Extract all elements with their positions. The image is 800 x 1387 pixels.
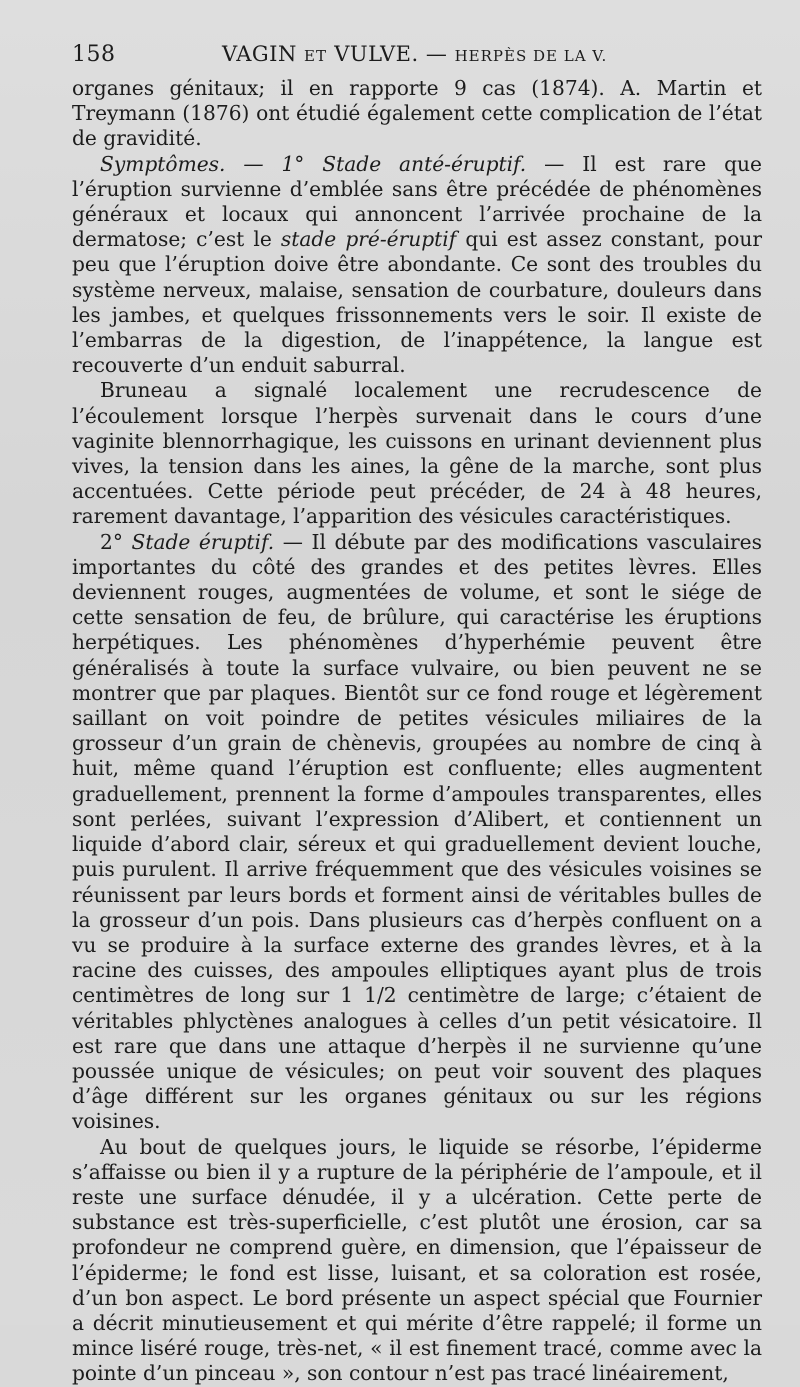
paragraph-text: — Il est rare que l’éruption survienne d’emblée sans être précédée de phénomènes généraux et locaux qui annoncent l’arrivée prochaine de la dermatose; c’est le	[72, 151, 762, 252]
running-title	[222, 42, 607, 66]
paragraph-text: — Il débute par des modifications vasculaires importantes du côté des grandes et des petites lèvres. Elles deviennent rouges, augmentées de volume, et sont le siége de cette sensation de feu, de brûlure, qui caractérise les éruptions herpétiques. Les phénomènes d’hyperhémie peuvent être généralisés à toute la surface vulvaire, ou bien peuvent ne se montrer que par plaques. Bientôt sur ce fond rouge et légèrement saillant on voit poindre de petites vésicules miliaires de la grosseur d’un grain de chènevis, groupées au nombre de cinq à huit, même quand l’éruption est confluente; elles augmentent graduellement, prennent la forme d’ampoules transparentes, elles sont perlées, suivant l’expression d’Alibert, et contiennent un liquide d’abord clair, séreux et qui graduellement devient louche, puis purulent. Il arrive fréquemment que des vésicules voisines se réunissent par leurs bords et forment ainsi de véritables bulles de la grosseur d’un pois. Dans plusieurs cas d’herpès confluent on a vu se produire à la surface externe des grandes lèvres, et à la racine des cuisses, des ampoules elliptiques ayant plus de trois centimètres de long sur 1 1/2 centimètre de large; c’étaient de véritables phlyctènes analogues à celles d’un petit vésicatoire. Il est rare que dans une attaque d’herpès il ne survienne qu’une poussée unique de vésicules; on peut voir souvent des plaques d’âge différent sur les organes génitaux ou sur les régions voisines.	[72, 529, 762, 1134]
running-title-dash: —	[425, 42, 448, 66]
section-heading-stade-eruptif: Stade éruptif.	[131, 529, 275, 554]
running-title-main: VAGIN	[222, 42, 297, 66]
paragraph-stade-eruptif	[72, 530, 762, 1135]
paragraph-bruneau: Bruneau a signalé localement une recrudescence de l’écoulement lorsque l’herpès survenait dans le cours d’une vaginite blennorrhagique, les cuissons en urinant deviennent plus vives, la tension dans les aines, la gêne de la marche, sont plus accentuées. Cette période peut précéder, de 24 à 48 heures, rarement davantage, l’apparition des vésicules caractéristiques.	[72, 378, 762, 529]
paragraph-symptomes	[72, 152, 762, 379]
paragraph-text: qui est assez constant, pour peu que l’éruption doive être abondante. Ce sont des troubles du système nerveux, malaise, sensation de courbature, douleurs dans les jambes, et quelques frissonnements vers le soir. Il existe de l’embarras de la digestion, de l’inappétence, la langue est recouverte d’un enduit saburral.	[72, 227, 763, 378]
section-heading-stade-ante-eruptif: Symptômes. — 1° Stade anté-éruptif.	[100, 151, 527, 176]
running-title-section: HERPÈS DE LA V.	[454, 47, 608, 65]
section-number: 2°	[100, 529, 132, 554]
running-title-vulve: VULVE.	[334, 42, 419, 66]
emphasis-term: stade pré-éruptif	[280, 227, 457, 252]
running-title-et: ET	[304, 47, 328, 65]
paragraph-continuation: organes génitaux; il en rapporte 9 cas (1874). A. Martin et Treymann (1876) ont étudié également cette complication de l’état de gravidité.	[72, 76, 762, 151]
body-text	[72, 76, 762, 1387]
page-header	[72, 42, 760, 76]
paragraph-au-bout: Au bout de quelques jours, le liquide se résorbe, l’épiderme s’affaisse ou bien il y a rupture de la périphérie de l’ampoule, et il reste une surface dénudée, il y a ulcération. Cette perte de substance est très-superficielle, c’est plutôt une érosion, car sa profondeur ne comprend guère, en dimension, que l’épaisseur de l’épiderme; le fond est lisse, luisant, et sa coloration est rosée, d’un bon aspect. Le bord présente un aspect spécial que Fournier a décrit minutieusement et qui mérite d’être rappelé; il forme un mince liséré rouge, très-net, « il est finement tracé, comme avec la pointe d’un pinceau », son contour n’est pas tracé linéairement,	[72, 1134, 762, 1386]
page-number: 158	[72, 42, 116, 67]
